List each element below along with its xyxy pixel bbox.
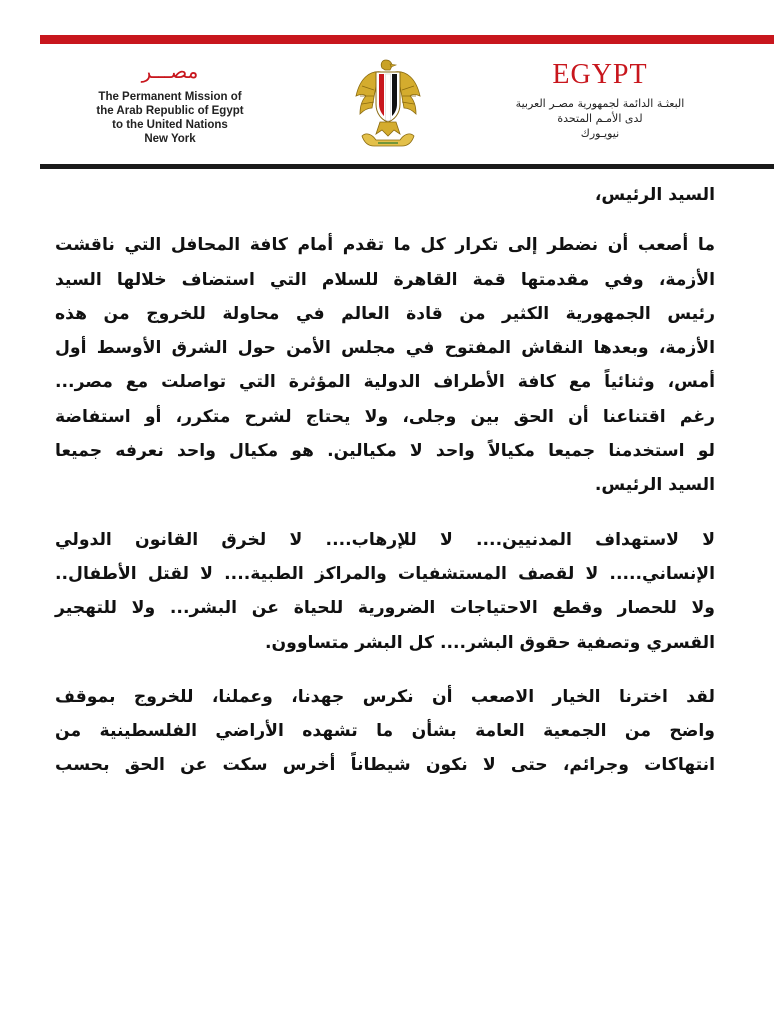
text-line: الإنساني..... لا لقصف المستشفيات والمراكز الطبية.... لا لقتل الأطفال..	[55, 563, 715, 584]
paragraph	[55, 680, 715, 783]
mission-name-line: The Permanent Mission of	[98, 91, 242, 103]
text-line: انتهاكات وجرائم، حتى لا نكون شيطاناً أخرس سكت عن الحق بحسب	[55, 755, 715, 776]
letterhead-bottom-rule	[40, 164, 774, 169]
text-line: رغم اقتناعنا أن الحق بين وجلى، ولا يحتاج لشرح متكرر، أو استفاضة	[55, 406, 715, 427]
text-line: الأزمة، وبعدها النقاش المفتوح في مجلس الأمن حول الشرق الأوسط أول	[55, 338, 715, 359]
text-line: لقد اخترنا الخيار الاصعب أن نكرس جهدنا، وعملنا، للخروج بموقف	[55, 686, 715, 707]
egypt-wordmark: EGYPT	[552, 59, 648, 90]
letterhead-left-block	[70, 60, 270, 146]
text-line: ما أصعب أن نضطر إلى تكرار كل ما تقدم أمام كافة المحافل التي ناقشت	[55, 235, 715, 256]
mission-city-line: New York	[144, 133, 196, 145]
letterhead-top-rule	[40, 35, 774, 44]
mission-name-arabic-line: لدى الأمـم المتحدة	[557, 112, 643, 125]
text-line: الأزمة، وفي مقدمتها قمة القاهرة للسلام التي استضاف خلالها السيد	[55, 269, 715, 290]
speech-body	[55, 178, 715, 803]
letterhead-right-block	[490, 60, 710, 141]
mission-name-arabic-line: البعثـة الدائمة لجمهورية مصـر العربية	[515, 97, 685, 110]
text-line: لا لاستهداف المدنيين.... لا للإرهاب.... لا لخرق القانون الدولي	[55, 529, 715, 550]
eagle-of-saladin-emblem-icon	[352, 56, 424, 152]
text-line: السيد الرئيس.	[594, 475, 715, 496]
text-line: القسري وتصفية حقوق البشر.... كل البشر متساوون.	[264, 632, 715, 653]
arabic-wordmark: مصـــر	[141, 59, 199, 83]
salutation: السيد الرئيس،	[594, 185, 715, 205]
text-line: رئيس الجمهورية الكثير من قادة العالم في محاولة للخروج من هذه	[55, 303, 715, 324]
text-line: أمس، وثنائياً مع كافة الأطراف الدولية المؤثرة التي تواصلت مع مصر...	[55, 372, 715, 393]
paragraph	[55, 523, 715, 660]
mission-name-line: the Arab Republic of Egypt	[96, 105, 244, 117]
text-line: لو استخدمنا جميعا مكيالاً واحد لا مكيالين. هو مكيال واحد نعرفه جميعا	[55, 441, 715, 462]
text-line: ولا للحصار وقطع الاحتياجات الضرورية للحياة عن البشر... ولا للتهجير	[55, 598, 715, 619]
mission-name-line: to the United Nations	[112, 119, 228, 131]
mission-city-arabic-line: نيويـورك	[580, 127, 620, 140]
text-line: واضح من الجمعية العامة بشأن ما تشهده الأراضي الفلسطينية من	[55, 721, 715, 742]
paragraph	[55, 228, 715, 502]
